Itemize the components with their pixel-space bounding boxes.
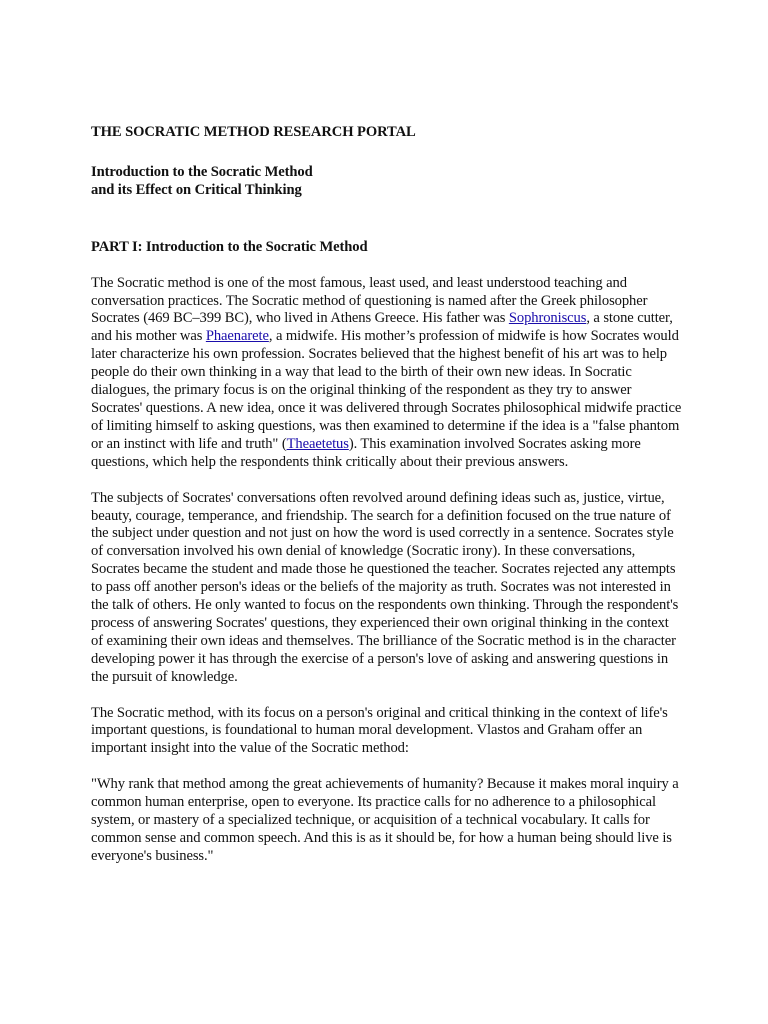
paragraph-1-text-a: The Socratic method is one of the most famous, least used, and least understood teaching and conversation practices. The Socratic method of questioning is named after the Greek philosopher Socrates (469 BC–399 BC), who lived in Athens Greece. His father was (91, 274, 648, 327)
block-quote: "Why rank that method among the great achievements of humanity? Because it makes moral inquiry a common human enterprise, open to everyone. Its practice calls for no adherence to a philosophical system, or mastery of a specialized technique, or acquisition of a technical vocabulary. It calls for common sense and common speech. And this is as it should be, for how a human being should live is everyone's business." (91, 776, 679, 864)
paragraph-1 (91, 275, 683, 472)
theaetetus-link[interactable]: Theaetetus (286, 435, 349, 452)
paragraph-2: The subjects of Socrates' conversations often revolved around defining ideas such as, justice, virtue, beauty, courage, temperance, and friendship. The search for a definition focused on the true nature of the subject under question and not just on how the word is used correctly in a sentence. Socrates style of conversation involved his own denial of knowledge (Socratic irony). In these conversations, Socrates became the student and made those he questioned the teacher. Socrates rejected any attempts to pass off another person's ideas or the beliefs of the majority as truth. Socrates was not interested in the talk of others. He only wanted to focus on the respondents own thinking. Through the respondent's process of answering Socrates' questions, they experienced their own original thinking in the context of examining their own ideas and themselves. The brilliance of the Socratic method is in the character developing power it has through the exercise of a person's love of asking and answering questions in the pursuit of knowledge. (91, 489, 679, 685)
paragraph-3: The Socratic method, with its focus on a person's original and critical thinking in the context of life's important questions, is foundational to human moral development. Vlastos and Graham offer an important insight into the value of the Socratic method: (91, 704, 668, 757)
intro-heading-line1: Introduction to the Socratic Method (91, 163, 313, 180)
sophroniscus-link[interactable]: Sophroniscus (508, 310, 587, 327)
phaenarete-link[interactable]: Phaenarete (205, 328, 269, 345)
paragraph-1-text-d: ). This examination involved Socrates asking more questions, which help the respondents think critically about their previous answers. (91, 435, 641, 470)
paragraph-1-text-b: , a stone cutter, and his mother was (91, 310, 673, 345)
intro-heading (91, 164, 683, 200)
part-one-heading: PART I: Introduction to the Socratic Method (91, 238, 368, 255)
paragraph-1-text-c: , a midwife. His mother’s profession of midwife is how Socrates would later characterize his own profession. Socrates believed that the highest benefit of his art was to help people do their own thinking in a way that lead to the birth of their own new ideas. In Socratic dialogues, the primary focus is on the original thinking of the respondent as they try to answer Socrates' questions. A new idea, once it was delivered through Socrates philosophical midwife practice of limiting himself to asking questions, was then examined to determine if the idea is a "false phantom or an instinct with life and truth" ( (91, 328, 682, 452)
intro-heading-line2: and its Effect on Critical Thinking (91, 181, 302, 198)
document-title: THE SOCRATIC METHOD RESEARCH PORTAL (91, 124, 416, 140)
document-body (91, 124, 683, 884)
